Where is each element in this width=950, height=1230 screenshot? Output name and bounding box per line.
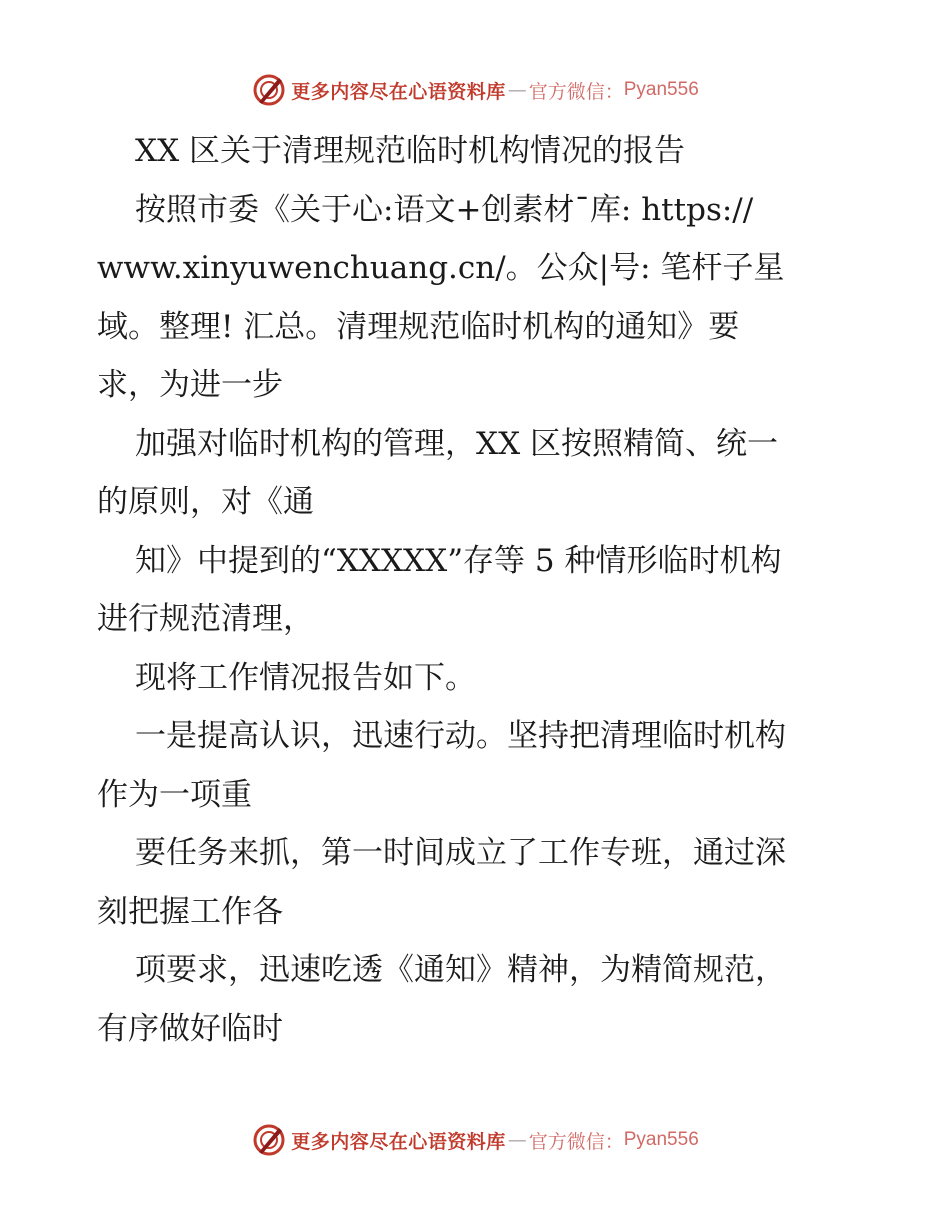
document-title: XX 区关于清理规范临时机构情况的报告 xyxy=(135,133,685,169)
paragraph-line: 进行规范清理， xyxy=(97,601,314,637)
paragraph-line: www.xinyuwenchuang.cn/。公众|号: 笔杆子星 xyxy=(97,250,785,286)
paragraph-line: 有序做好临时 xyxy=(97,1010,283,1047)
paragraph-line: 加强对临时机构的管理，XX 区按照精简、统一 xyxy=(135,425,778,462)
paragraph-line: 刻把握工作各 xyxy=(97,893,283,930)
paragraph-line: 现将工作情况报告如下。 xyxy=(135,659,476,696)
document-body xyxy=(97,122,867,1058)
paragraph-line: 求，为进一步 xyxy=(97,367,283,403)
paragraph-line: 域。整理! 汇总。清理规范临时机构的通知》要 xyxy=(97,308,740,345)
banner-dash: — xyxy=(507,1129,527,1151)
paragraph-line: 要任务来抓，第一时间成立了工作专班，通过深 xyxy=(135,835,786,871)
banner-title: 更多内容尽在心语资料库 xyxy=(291,1130,506,1153)
banner-title: 更多内容尽在心语资料库 xyxy=(291,80,506,103)
header-banner xyxy=(0,70,950,110)
paragraph-line: 项要求，迅速吃透《通知》精神，为精简规范， xyxy=(135,952,786,988)
quill-logo-icon xyxy=(251,72,287,108)
banner-wechat-label: 官方微信： xyxy=(528,80,624,103)
banner-wechat-id: Pyan556 xyxy=(623,79,699,100)
paragraph-line: 一是提高认识，迅速行动。坚持把清理临时机构 xyxy=(135,718,786,754)
paragraph-line: 知》中提到的“XXXXX”存等 5 种情形临时机构 xyxy=(135,542,782,579)
footer-banner xyxy=(0,1120,950,1160)
banner-dash: — xyxy=(507,79,527,101)
paragraph-line: 作为一项重 xyxy=(97,776,252,813)
quill-logo-icon xyxy=(251,1122,287,1158)
paragraph-line: 的原则，对《通 xyxy=(97,484,314,520)
banner-wechat-id: Pyan556 xyxy=(623,1129,699,1150)
paragraph-line: 按照市委《关于心:语文+创素材¯库: https:// xyxy=(135,191,754,228)
banner-wechat-label: 官方微信： xyxy=(528,1130,624,1153)
